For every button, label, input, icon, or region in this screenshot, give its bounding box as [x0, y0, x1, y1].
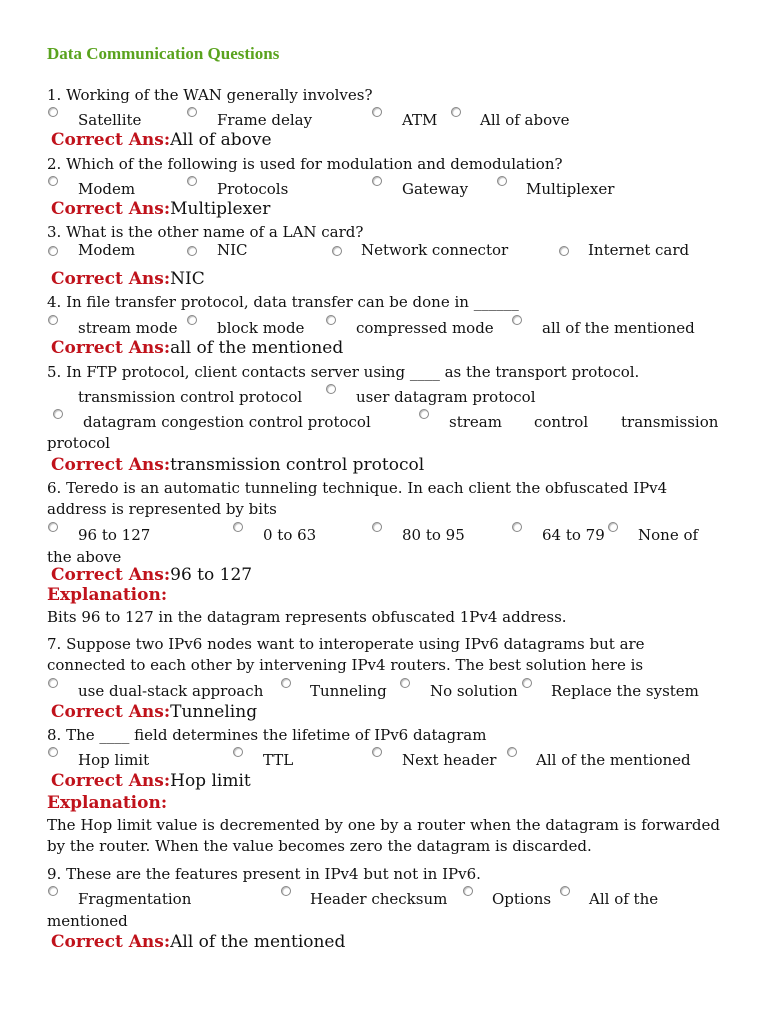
radio-option[interactable] [48, 246, 58, 256]
option-label: control [534, 413, 589, 431]
option-label: stream mode [78, 319, 178, 337]
answer-label: Correct Ans: [51, 565, 171, 585]
option-label: transmission [621, 413, 719, 431]
radio-option[interactable] [281, 678, 291, 688]
correct-answer [51, 130, 272, 150]
answer-value: Multiplexer [170, 199, 271, 219]
option-label: 0 to 63 [263, 526, 317, 544]
explanation-text: Bits 96 to 127 in the datagram represents obfuscated 1Pv4 address. [47, 608, 567, 626]
option-label-wrap: mentioned [47, 912, 128, 930]
answer-label: Correct Ans: [51, 932, 171, 952]
radio-option[interactable] [281, 886, 291, 896]
radio-option[interactable] [451, 107, 461, 117]
option-label: Gateway [402, 180, 469, 198]
option-label: datagram congestion control protocol [83, 413, 371, 431]
answer-label: Correct Ans: [51, 130, 171, 150]
option-label: all of the mentioned [542, 319, 695, 337]
option-label: Satellite [78, 111, 142, 129]
radio-option[interactable] [497, 176, 507, 186]
option-label: Frame delay [217, 111, 313, 129]
question-1: 1. Working of the WAN generally involves? [47, 86, 373, 104]
correct-answer [51, 771, 251, 791]
correct-answer [51, 565, 252, 585]
option-label: NIC [217, 241, 248, 259]
option-label: block mode [217, 319, 305, 337]
radio-option[interactable] [187, 176, 197, 186]
radio-option[interactable] [187, 246, 197, 256]
question-6: 6. Teredo is an automatic tunneling technique. In each client the obfuscated IPv4 [47, 479, 668, 497]
correct-answer [51, 932, 345, 952]
radio-option[interactable] [522, 678, 532, 688]
option-label: Tunneling [310, 682, 387, 700]
answer-value: Tunneling [170, 702, 258, 722]
radio-option[interactable] [372, 176, 382, 186]
question-8: 8. The ____ field determines the lifetime of IPv6 datagram [47, 726, 487, 744]
question-3: 3. What is the other name of a LAN card? [47, 223, 364, 241]
question-2: 2. Which of the following is used for modulation and demodulation? [47, 155, 563, 173]
option-label: Network connector [361, 241, 509, 259]
radio-option[interactable] [326, 315, 336, 325]
radio-option[interactable] [560, 886, 570, 896]
radio-option[interactable] [463, 886, 473, 896]
answer-value: NIC [170, 269, 205, 289]
option-label: Next header [402, 751, 497, 769]
correct-answer [51, 702, 257, 722]
explanation-text: The Hop limit value is decremented by one by a router when the datagram is forwarded by the router. When the value becomes zero the datagram is discarded. [47, 816, 720, 855]
answer-label: Correct Ans: [51, 702, 171, 722]
answer-label: Correct Ans: [51, 338, 171, 358]
option-label: Replace the system [551, 682, 699, 700]
radio-option[interactable] [507, 747, 517, 757]
radio-option[interactable] [53, 409, 63, 419]
option-label: Modem [78, 180, 136, 198]
option-label: None of [638, 526, 699, 544]
radio-option[interactable] [48, 107, 58, 117]
radio-option[interactable] [233, 747, 243, 757]
radio-option[interactable] [48, 886, 58, 896]
option-label: Modem [78, 241, 136, 259]
correct-answer [51, 338, 343, 358]
option-label: All of the mentioned [536, 751, 691, 769]
radio-option[interactable] [559, 246, 569, 256]
option-label: use dual-stack approach [78, 682, 264, 700]
option-label: 64 to 79 [542, 526, 605, 544]
answer-value: 96 to 127 [170, 565, 253, 585]
answer-value: All of above [170, 130, 272, 150]
radio-option[interactable] [332, 246, 342, 256]
question-5: 5. In FTP protocol, client contacts server using ____ as the transport protocol. [47, 363, 640, 381]
answer-value: All of the mentioned [170, 932, 346, 952]
answer-value: Hop limit [170, 771, 251, 791]
correct-answer [51, 455, 424, 475]
option-label-wrap: protocol [47, 434, 111, 452]
option-label: Header checksum [310, 890, 448, 908]
option-label: ATM [402, 111, 438, 129]
option-label: TTL [263, 751, 294, 769]
answer-value: transmission control protocol [170, 455, 425, 475]
answer-label: Correct Ans: [51, 269, 171, 289]
correct-answer [51, 269, 205, 289]
radio-option[interactable] [48, 747, 58, 757]
option-label: All of the [589, 890, 659, 908]
radio-option[interactable] [372, 747, 382, 757]
correct-answer [51, 199, 270, 219]
option-label: Internet card [588, 241, 690, 259]
explanation-heading: Explanation: [47, 793, 168, 813]
question-7-cont: connected to each other by intervening IPv4 routers. The best solution here is [47, 656, 644, 674]
option-label: Protocols [217, 180, 289, 198]
radio-option[interactable] [512, 522, 522, 532]
option-label: No solution [430, 682, 518, 700]
radio-option[interactable] [419, 409, 429, 419]
question-4: 4. In file transfer protocol, data transfer can be done in ______ [47, 293, 519, 311]
radio-option[interactable] [400, 678, 410, 688]
option-label: Options [492, 890, 552, 908]
radio-option[interactable] [608, 522, 618, 532]
radio-option[interactable] [48, 678, 58, 688]
answer-label: Correct Ans: [51, 771, 171, 791]
option-label: transmission control protocol [78, 388, 303, 406]
radio-option[interactable] [187, 107, 197, 117]
option-label: compressed mode [356, 319, 494, 337]
question-9: 9. These are the features present in IPv4 but not in IPv6. [47, 865, 481, 883]
option-label: Fragmentation [78, 890, 192, 908]
answer-label: Correct Ans: [51, 455, 171, 475]
answer-value: all of the mentioned [170, 338, 344, 358]
option-label-wrap: the above [47, 548, 122, 566]
answer-label: Correct Ans: [51, 199, 171, 219]
radio-option[interactable] [372, 107, 382, 117]
radio-option[interactable] [326, 384, 336, 394]
option-label: Hop limit [78, 751, 150, 769]
radio-option[interactable] [48, 315, 58, 325]
radio-option[interactable] [512, 315, 522, 325]
option-label: Multiplexer [526, 180, 615, 198]
radio-option[interactable] [187, 315, 197, 325]
document-title: Data Communication Questions [47, 44, 280, 63]
radio-option[interactable] [48, 176, 58, 186]
option-label: 80 to 95 [402, 526, 465, 544]
explanation-heading: Explanation: [47, 585, 168, 605]
option-label: 96 to 127 [78, 526, 151, 544]
question-6-cont: address is represented by bits [47, 500, 277, 518]
option-label: user datagram protocol [356, 388, 536, 406]
radio-option[interactable] [233, 522, 243, 532]
option-label: stream [449, 413, 502, 431]
radio-option[interactable] [372, 522, 382, 532]
option-label: All of above [480, 111, 570, 129]
question-7: 7. Suppose two IPv6 nodes want to interoperate using IPv6 datagrams but are [47, 635, 645, 653]
radio-option[interactable] [48, 522, 58, 532]
